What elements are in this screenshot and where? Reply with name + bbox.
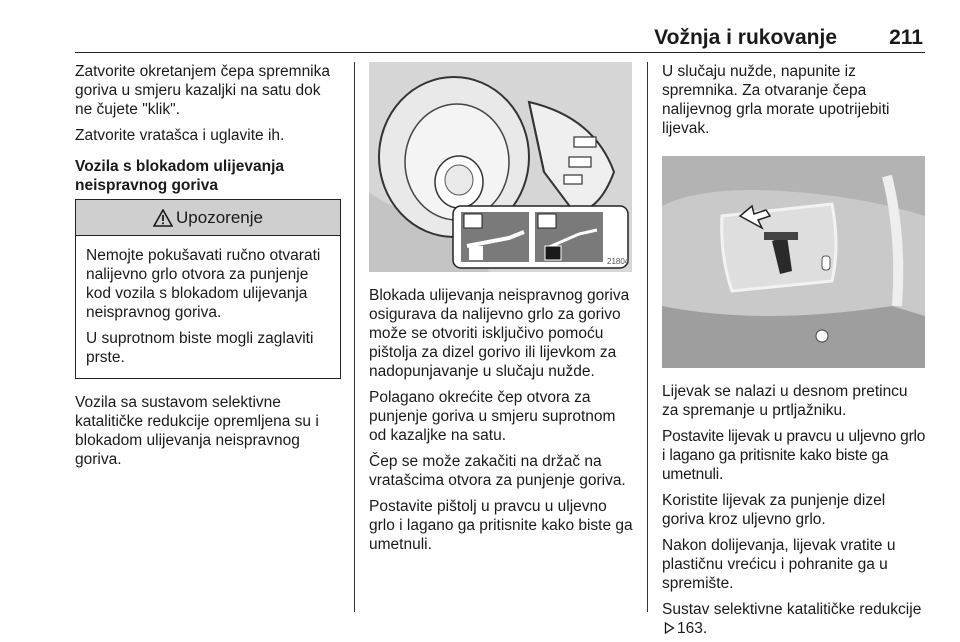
warning-text: U suprotnom biste mogli zaglaviti prste. (86, 330, 314, 366)
paragraph: Vozila sa sustavom selektivne katalitičke redukcije opremljena su i blokadom ulijevanja neispravnog goriva. (75, 394, 319, 468)
paragraph: Čep se može zakačiti na držač na vratašcima otvora za punjenje goriva. (369, 453, 626, 489)
funnel-storage-illustration (662, 156, 925, 368)
paragraph-text: Sustav selektivne katalitičke redukcije (662, 601, 922, 618)
fuel-filler-drawing (369, 62, 632, 272)
paragraph: Koristite lijevak za punjenje dizel goriva kroz uljevno grlo. (662, 492, 886, 528)
paragraph: Lijevak se nalazi u desnom pretincu za spremanje u prtljažniku. (662, 383, 908, 419)
header-rule (75, 52, 925, 53)
page-header (75, 22, 925, 52)
page-number: 211 (889, 26, 923, 49)
fuel-filler-illustration (369, 62, 632, 272)
section-heading: Vozila s blokadom ulijevanja neispravnog goriva (75, 158, 285, 194)
paragraph-with-reference (662, 600, 928, 638)
trunk-compartment-drawing (662, 156, 925, 368)
warning-title: Upozorenje (176, 208, 263, 227)
header-title: Vožnja i rukovanje (654, 26, 837, 49)
paragraph: Blokada ulijevanja neispravnog goriva osigurava da nalijevno grlo za gorivo može se otvoriti isključivo pomoću pištolja za dizel gorivo ili lijevkom za nadopunjavanje u slučaju nužde. (369, 287, 630, 380)
paragraph: U slučaju nužde, napunite iz spremnika. Za otvaranje čepa nalijevnog grla morate upotrijebiti lijevak. (662, 63, 890, 137)
paragraph: Zatvorite vratašca i uglavite ih. (75, 127, 285, 144)
column-right (662, 62, 928, 642)
warning-box (75, 199, 341, 379)
paragraph: Polagano okrećite čep otvora za punjenje goriva u smjeru suprotnom od kazaljke na satu. (369, 389, 616, 444)
column-left (75, 62, 341, 476)
warning-header (76, 200, 340, 236)
paragraph: Zatvorite okretanjem čepa spremnika goriva u smjeru kazaljki na satu dok ne čujete "klik". (75, 63, 331, 118)
column-divider (354, 62, 355, 612)
page-reference-icon[interactable] (664, 622, 675, 634)
page-reference-link[interactable]: 163. (677, 620, 708, 637)
paragraph: Postavite pištolj u pravcu u uljevno grlo i lagano ga pritisnite kako biste ga umetnuli. (369, 498, 633, 553)
paragraph: Postavite lijevak u pravcu u uljevno grlo i lagano ga pritisnite kako biste ga umetnuli. (662, 428, 926, 483)
warning-triangle-icon (153, 209, 173, 227)
column-divider (647, 62, 648, 612)
paragraph: Nakon dolijevanja, lijevak vratite u plastičnu vrećicu i pohranite ga u spremište. (662, 537, 896, 592)
warning-body (76, 236, 340, 378)
warning-text: Nemojte pokušavati ručno otvarati nalijevno grlo otvora za punjenje kod vozila s blokadom ulijevanja neispravnog goriva. (86, 247, 321, 321)
figure-code: 21804 (607, 257, 630, 266)
column-middle (369, 62, 633, 561)
